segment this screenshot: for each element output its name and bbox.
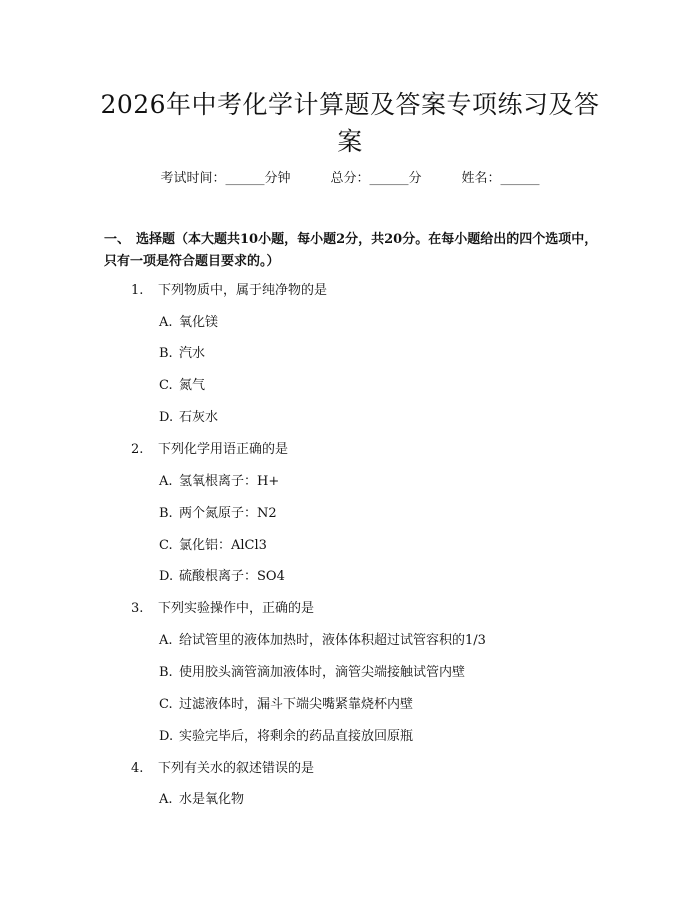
question-number: 2.	[131, 442, 144, 457]
question-3-option-b	[159, 664, 619, 682]
option-text: 氧化镁	[179, 315, 219, 330]
question-2-option-d	[159, 568, 619, 586]
question-1	[131, 282, 611, 300]
option-letter: A.	[159, 315, 173, 330]
question-1-option-d	[159, 409, 619, 427]
title-line-2: 案	[337, 127, 363, 156]
section-instructions: 选择题（本大题共10小题，每小题2分，共20分。在每小题给出的四个选项中，只有一项是符合题目要求的。）	[104, 232, 598, 269]
title-line-1: 2026年中考化学计算题及答案专项练习及答	[100, 90, 600, 119]
question-4	[131, 760, 611, 778]
question-text: 下列有关水的叙述错误的是	[158, 761, 315, 776]
option-text: 石灰水	[179, 410, 219, 425]
question-2	[131, 441, 611, 459]
option-letter: A.	[159, 792, 173, 807]
question-1-option-b	[159, 345, 619, 363]
option-letter: D.	[159, 410, 174, 425]
option-text: 两个氮原子：N2	[179, 506, 277, 521]
section-heading	[104, 229, 604, 273]
exam-info-line	[0, 170, 700, 188]
question-2-option-b	[159, 505, 619, 523]
option-letter: D.	[159, 569, 174, 584]
option-text: 氯化铝：AlCl3	[179, 538, 267, 553]
question-number: 4.	[131, 761, 144, 776]
question-number: 3.	[131, 601, 144, 616]
question-text: 下列化学用语正确的是	[158, 442, 289, 457]
option-letter: C.	[159, 697, 173, 712]
option-letter: B.	[159, 346, 173, 361]
option-text: 过滤液体时，漏斗下端尖嘴紧靠烧杯内壁	[179, 697, 414, 712]
student-name-field: 姓名：______	[461, 171, 540, 186]
question-1-option-c	[159, 377, 619, 395]
question-1-option-a	[159, 314, 619, 332]
option-text: 硫酸根离子：SO4	[179, 569, 285, 584]
option-letter: A.	[159, 633, 173, 648]
question-2-option-a	[159, 473, 619, 491]
option-text: 给试管里的液体加热时，液体体积超过试管容积的1/3	[179, 633, 486, 648]
option-text: 实验完毕后，将剩余的药品直接放回原瓶	[179, 729, 414, 744]
question-2-option-c	[159, 537, 619, 555]
exam-time-field: 考试时间：______分钟	[160, 171, 291, 186]
question-3	[131, 600, 611, 618]
question-4-option-a	[159, 791, 619, 809]
page-title	[60, 86, 640, 160]
question-number: 1.	[131, 283, 144, 298]
option-text: 氮气	[179, 378, 206, 393]
question-3-option-c	[159, 696, 619, 714]
option-letter: C.	[159, 378, 173, 393]
option-letter: A.	[159, 474, 173, 489]
option-text: 使用胶头滴管滴加液体时，滴管尖端接触试管内壁	[179, 665, 466, 680]
option-text: 汽水	[179, 346, 206, 361]
total-score-field: 总分：______分	[330, 171, 422, 186]
option-letter: C.	[159, 538, 173, 553]
option-letter: D.	[159, 729, 174, 744]
question-3-option-a	[159, 632, 619, 650]
option-text: 氢氧根离子：H+	[179, 474, 280, 489]
section-number: 一、	[104, 232, 131, 247]
question-3-option-d	[159, 728, 619, 746]
option-text: 水是氧化物	[179, 792, 245, 807]
question-text: 下列实验操作中，正确的是	[158, 601, 315, 616]
option-letter: B.	[159, 665, 173, 680]
question-text: 下列物质中，属于纯净物的是	[158, 283, 328, 298]
option-letter: B.	[159, 506, 173, 521]
